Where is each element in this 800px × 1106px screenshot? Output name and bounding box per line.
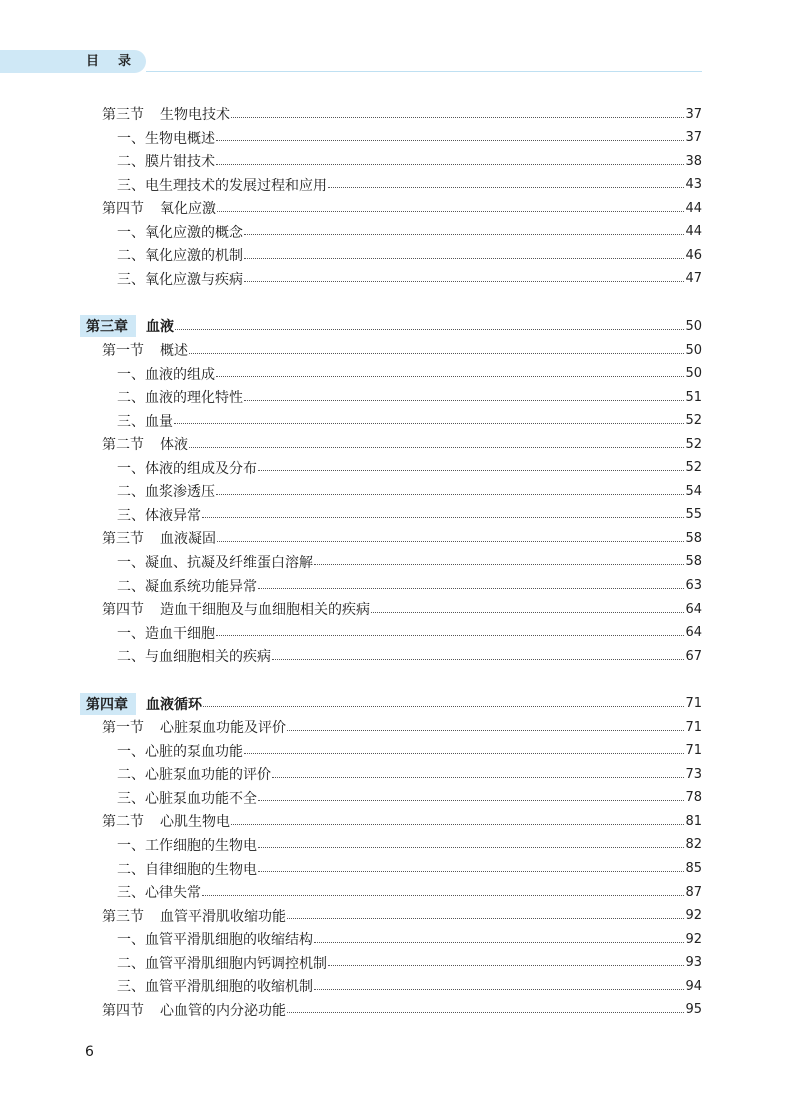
dot-leader	[175, 328, 684, 330]
toc-page-number: 73	[685, 766, 702, 782]
toc-sub-row[interactable]	[80, 952, 702, 974]
toc-sub-row[interactable]	[80, 410, 702, 432]
dot-leader	[287, 729, 684, 731]
subsection-title: 三、心脏泵血功能不全	[117, 790, 257, 807]
dot-leader	[189, 446, 684, 448]
toc-section-row[interactable]	[80, 716, 702, 738]
toc-entry-label	[80, 599, 370, 619]
subsection-title: 一、氧化应激的概念	[117, 224, 243, 241]
dot-leader	[216, 493, 684, 495]
dot-leader	[287, 1011, 684, 1013]
subsection-title: 一、生物电概述	[117, 130, 215, 147]
subsection-title: 一、体液的组成及分布	[117, 460, 257, 477]
dot-leader	[244, 280, 684, 282]
toc-section-row[interactable]	[80, 197, 702, 219]
subsection-title: 二、心脏泵血功能的评价	[117, 767, 271, 784]
dot-leader	[244, 399, 684, 401]
toc-page-number: 71	[685, 743, 702, 759]
dot-leader	[258, 870, 684, 872]
chapter-number: 第三章	[80, 315, 136, 337]
dot-leader	[328, 964, 684, 966]
section-title: 心脏泵血功能及评价	[160, 720, 286, 737]
toc-page-number: 52	[685, 413, 702, 429]
toc-entry-label	[80, 481, 215, 501]
dot-leader	[244, 233, 684, 235]
toc-sub-row[interactable]	[80, 480, 702, 502]
toc-entry-label	[80, 1000, 286, 1020]
toc-page-number: 50	[685, 342, 702, 358]
subsection-title: 一、工作细胞的生物电	[117, 837, 257, 854]
toc-page-number: 37	[685, 106, 702, 122]
toc-entry-label	[80, 128, 215, 148]
toc-entry-label	[80, 269, 243, 289]
toc-page-number: 82	[685, 837, 702, 853]
subsection-title: 一、血管平滑肌细胞的收缩结构	[117, 932, 313, 949]
toc-page-number: 58	[685, 530, 702, 546]
toc-entry-label	[80, 387, 243, 407]
toc-sub-row[interactable]	[80, 975, 702, 997]
toc-sub-row[interactable]	[80, 363, 702, 385]
toc-sub-row[interactable]	[80, 787, 702, 809]
toc-entry-label	[80, 434, 188, 454]
subsection-title: 一、凝血、抗凝及纤维蛋白溶解	[117, 554, 313, 571]
dot-leader	[258, 846, 684, 848]
dot-leader	[328, 186, 684, 188]
toc-entry-label	[80, 929, 313, 949]
toc-section-row[interactable]	[80, 810, 702, 832]
section-number: 第四节	[102, 1002, 144, 1019]
toc-sub-row[interactable]	[80, 622, 702, 644]
page-number: 6	[85, 1044, 94, 1060]
section-title: 血管平滑肌收缩功能	[160, 908, 286, 925]
toc-entry-label	[80, 788, 257, 808]
toc-page-number: 54	[685, 483, 702, 499]
toc-page-number: 38	[685, 153, 702, 169]
toc-entry-label	[80, 953, 327, 973]
dot-leader	[202, 516, 684, 518]
toc-chapter-row[interactable]	[80, 693, 702, 715]
section-title: 生物电技术	[160, 107, 230, 123]
subsection-title: 三、心律失常	[117, 885, 201, 901]
subsection-title: 二、氧化应激的机制	[117, 248, 243, 265]
toc-page-number: 63	[685, 578, 702, 593]
toc-sub-row[interactable]	[80, 763, 702, 785]
toc-sub-row[interactable]	[80, 221, 702, 243]
toc-page-number: 64	[685, 625, 702, 640]
toc-page-number: 64	[685, 601, 702, 617]
toc-page-number: 93	[685, 955, 702, 971]
toc-page-number: 87	[685, 884, 702, 900]
toc-entry-label	[80, 859, 257, 879]
dot-leader	[258, 799, 684, 801]
subsection-title: 一、心脏的泵血功能	[117, 743, 243, 760]
toc-entry-label	[80, 646, 271, 666]
subsection-title: 二、与血细胞相关的疾病	[117, 649, 271, 666]
toc-page-number: 52	[685, 460, 702, 476]
subsection-title: 二、膜片钳技术	[117, 154, 215, 171]
page-title: 目录	[86, 54, 151, 69]
dot-leader	[202, 894, 684, 896]
subsection-title: 一、造血干细胞	[117, 625, 215, 642]
toc-entry-label	[80, 364, 215, 384]
toc-sub-row[interactable]	[80, 881, 702, 903]
subsection-title: 一、血液的组成	[117, 366, 215, 383]
dot-leader	[216, 139, 684, 141]
toc-entry-label	[80, 104, 230, 124]
dot-leader	[287, 917, 684, 919]
toc-entry-label	[80, 175, 327, 195]
dot-leader	[217, 540, 684, 542]
subsection-title: 二、自律细胞的生物电	[117, 861, 257, 878]
toc-sub-row[interactable]	[80, 386, 702, 408]
toc-page-number: 50	[685, 366, 702, 381]
section-number: 第一节	[102, 720, 144, 737]
section-title: 造血干细胞及与血细胞相关的疾病	[160, 602, 370, 618]
dot-leader	[314, 563, 684, 565]
dot-leader	[216, 634, 684, 636]
toc-section-row[interactable]	[80, 999, 702, 1021]
dot-leader	[314, 941, 684, 943]
toc-entry-label	[80, 245, 243, 265]
subsection-title: 三、氧化应激与疾病	[117, 271, 243, 288]
chapter-number: 第四章	[80, 693, 136, 715]
dot-leader	[231, 823, 684, 825]
toc-sub-row[interactable]	[80, 244, 702, 266]
toc-entry-label	[80, 741, 243, 761]
toc-page-number: 92	[685, 931, 702, 947]
toc-page-number: 43	[685, 177, 702, 193]
dot-leader	[272, 776, 684, 778]
toc-entry-label	[80, 906, 286, 926]
chapter-title: 血液	[146, 319, 174, 336]
toc-page-number: 92	[685, 908, 702, 924]
toc-entry-label	[80, 505, 201, 525]
dot-leader	[371, 611, 684, 613]
subsection-title: 二、血液的理化特性	[117, 390, 243, 407]
toc-page-number: 85	[685, 861, 702, 876]
toc-entry-label	[80, 198, 216, 218]
dot-leader	[217, 210, 684, 212]
toc-entry-label	[80, 693, 202, 715]
toc-page-number: 55	[685, 507, 702, 523]
subsection-title: 二、凝血系统功能异常	[117, 578, 257, 595]
toc-entry-label	[80, 528, 216, 548]
toc-chapter-row[interactable]	[80, 315, 702, 337]
toc-sub-row[interactable]	[80, 834, 702, 856]
section-title: 概述	[160, 343, 188, 359]
subsection-title: 三、血量	[117, 413, 173, 430]
section-title: 血液凝固	[160, 531, 216, 548]
toc-page-number: 94	[685, 978, 702, 994]
toc-page-number: 78	[685, 790, 702, 806]
dot-leader	[258, 587, 684, 589]
chapter-title: 血液循环	[146, 696, 202, 713]
toc-entry-label	[80, 717, 286, 737]
toc-page-number: 81	[685, 813, 702, 829]
dot-leader	[216, 375, 684, 377]
toc-page-number: 44	[685, 224, 702, 240]
toc-sub-row[interactable]	[80, 174, 702, 196]
section-title: 心血管的内分泌功能	[160, 1002, 286, 1019]
toc-entry-label	[80, 623, 215, 643]
toc-entry-label	[80, 976, 313, 996]
toc-sub-row[interactable]	[80, 504, 702, 526]
toc-entry-label	[80, 764, 271, 784]
toc-entry-label	[80, 552, 313, 572]
dot-leader	[174, 422, 684, 424]
toc-page-number: 71	[685, 719, 702, 735]
toc-page-number: 71	[685, 696, 702, 712]
dot-leader	[258, 469, 684, 471]
toc-sub-row[interactable]	[80, 150, 702, 172]
section-number: 第三节	[102, 107, 144, 123]
toc-entry-label	[80, 882, 201, 902]
toc-sub-row[interactable]	[80, 268, 702, 290]
dot-leader	[216, 163, 684, 165]
toc-page-number: 58	[685, 554, 702, 570]
toc-entry-label	[80, 576, 257, 596]
toc-sub-row[interactable]	[80, 127, 702, 149]
toc-entry-label	[80, 340, 188, 360]
subsection-title: 三、电生理技术的发展过程和应用	[117, 177, 327, 194]
subsection-title: 二、血浆渗透压	[117, 484, 215, 501]
toc-section-row[interactable]	[80, 339, 702, 361]
subsection-title: 三、血管平滑肌细胞的收缩机制	[117, 979, 313, 996]
dot-leader	[244, 752, 684, 754]
section-title: 体液	[160, 437, 188, 454]
section-number: 第三节	[102, 531, 144, 548]
toc-section-row[interactable]	[80, 527, 702, 549]
section-number: 第三节	[102, 908, 144, 925]
section-title: 氧化应激	[160, 201, 216, 218]
subsection-title: 二、血管平滑肌细胞内钙调控机制	[117, 955, 327, 972]
toc-section-row[interactable]	[80, 433, 702, 455]
toc-section-row[interactable]	[80, 598, 702, 620]
dot-leader	[189, 352, 684, 354]
toc-entry-label	[80, 315, 174, 337]
toc-page-number: 44	[685, 200, 702, 216]
section-number: 第四节	[102, 602, 144, 618]
toc-entry-label	[80, 458, 257, 478]
toc-sub-row[interactable]	[80, 551, 702, 573]
toc-sub-row[interactable]	[80, 645, 702, 667]
toc-page-number: 51	[685, 389, 702, 405]
dot-leader	[244, 257, 684, 259]
section-number: 第一节	[102, 343, 144, 359]
dot-leader	[231, 116, 684, 118]
toc-page-number: 46	[685, 247, 702, 263]
toc-sub-row[interactable]	[80, 858, 702, 880]
toc-page-number: 50	[685, 318, 702, 334]
toc-page-number: 52	[685, 436, 702, 452]
toc-sub-row[interactable]	[80, 740, 702, 762]
dot-leader	[272, 658, 684, 660]
dot-leader	[314, 988, 684, 990]
toc-sub-row[interactable]	[80, 928, 702, 950]
subsection-title: 三、体液异常	[117, 507, 201, 524]
section-title: 心肌生物电	[160, 814, 230, 831]
section-number: 第二节	[102, 437, 144, 454]
toc-sub-row[interactable]	[80, 575, 702, 597]
toc-entry-label	[80, 222, 243, 242]
toc-section-row[interactable]	[80, 103, 702, 125]
section-number: 第四节	[102, 201, 144, 218]
section-number: 第二节	[102, 814, 144, 831]
toc-section-row[interactable]	[80, 905, 702, 927]
toc-entry-label	[80, 151, 215, 171]
toc-page-number: 95	[685, 1002, 702, 1018]
toc-page-number: 67	[685, 648, 702, 664]
toc-entry-label	[80, 811, 230, 831]
toc-sub-row[interactable]	[80, 457, 702, 479]
toc-entry-label	[80, 835, 257, 855]
toc-entry-label	[80, 411, 173, 431]
toc-page-number: 47	[685, 271, 702, 287]
toc-page-number: 37	[685, 130, 702, 145]
dot-leader	[203, 705, 684, 707]
